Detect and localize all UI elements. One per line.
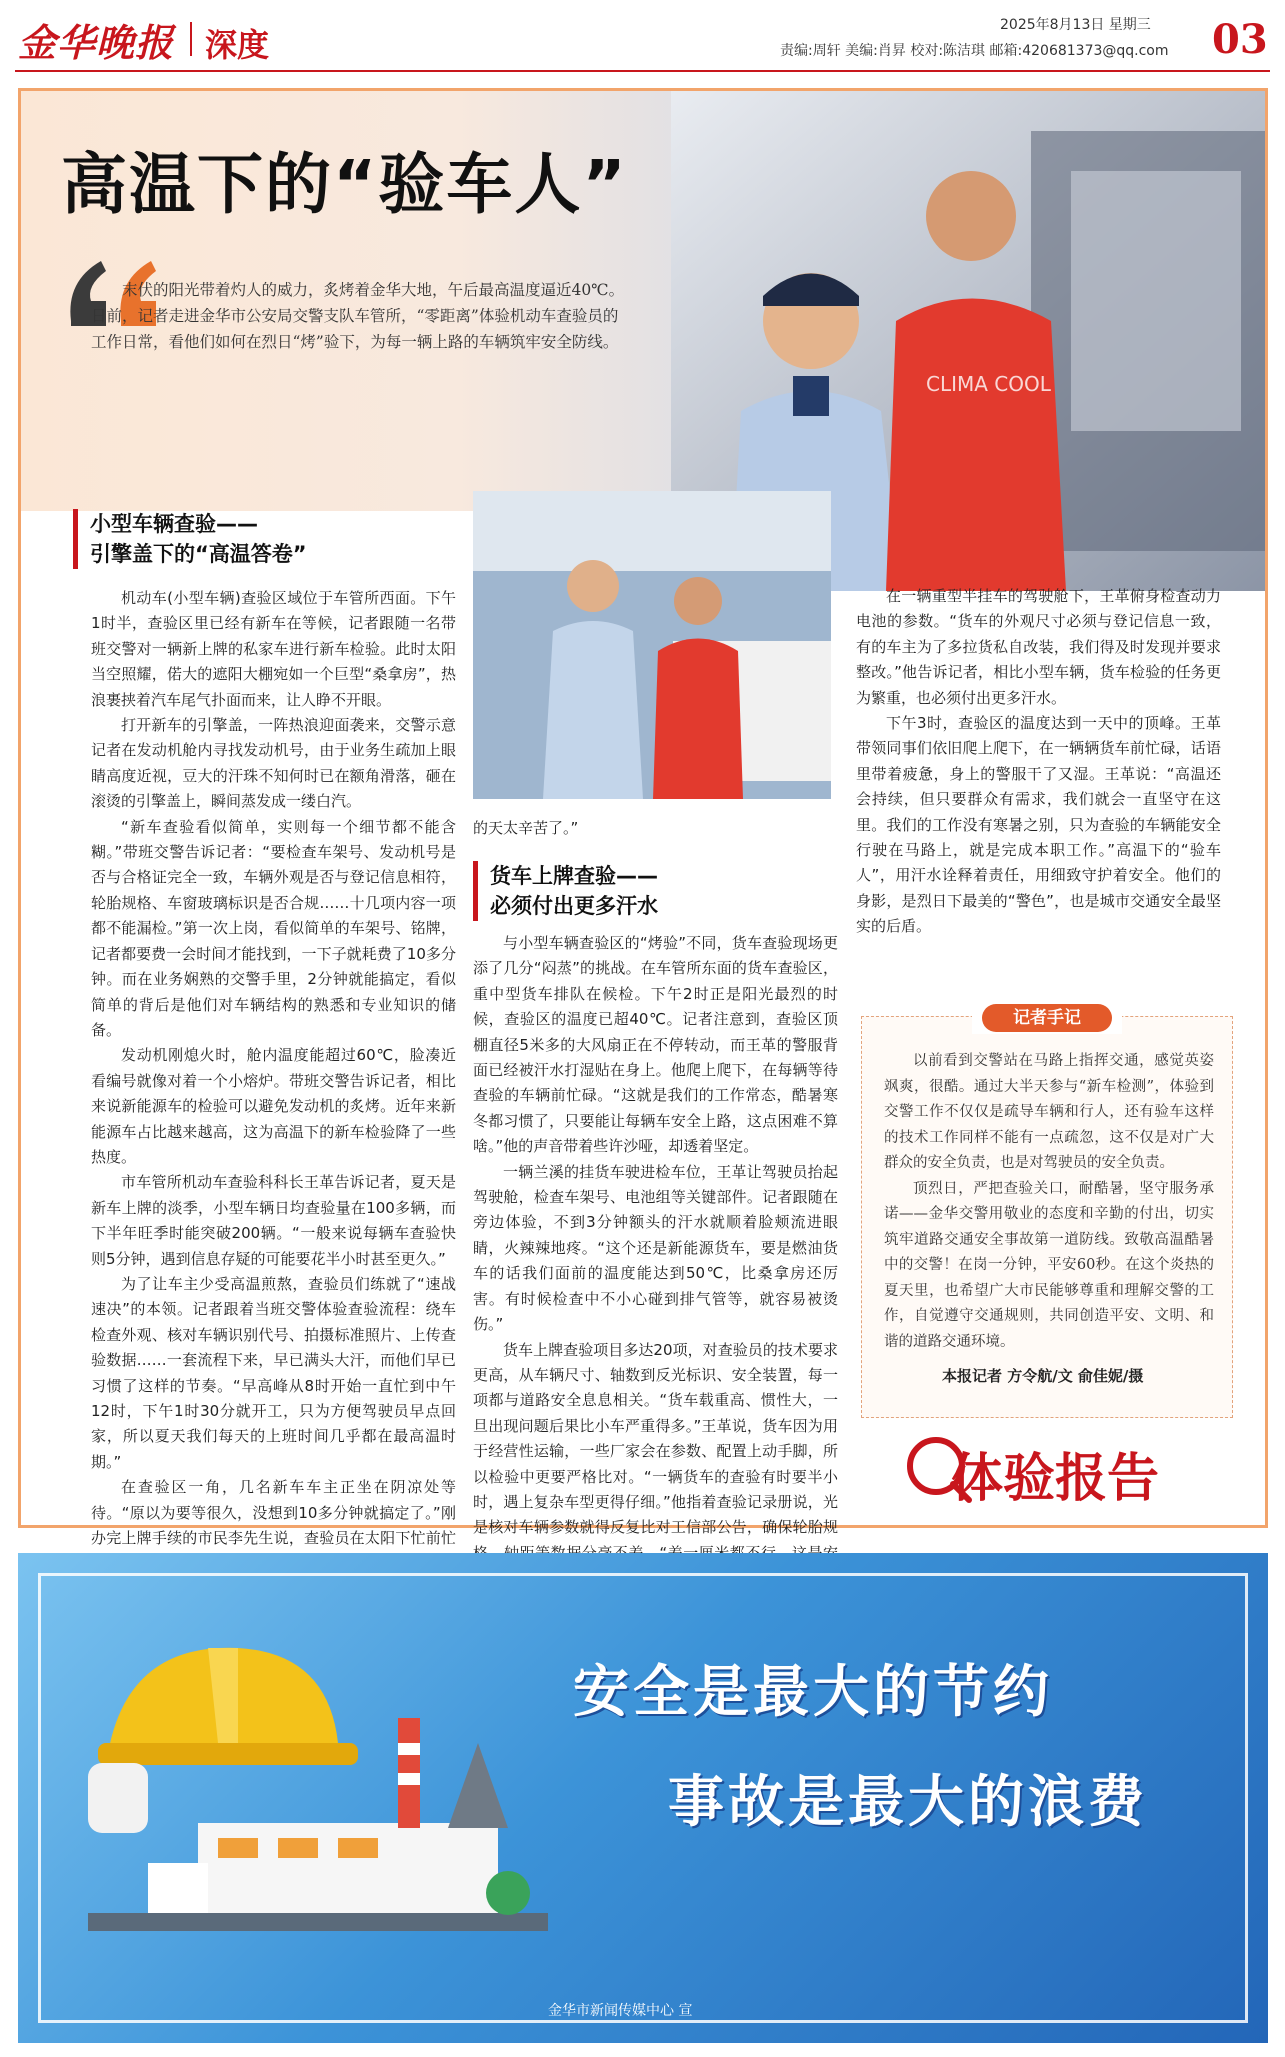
paragraph: 的天太辛苦了。” bbox=[473, 819, 579, 837]
article-column-3 bbox=[856, 584, 1221, 940]
paragraph: 打开新车的引擎盖，一阵热浪迎面袭来，交警示意记者在发动机舱内寻找发动机号，由于业务生疏加上眼睛高度近视，豆大的汗珠不知何时已在额角滑落，砸在滚烫的引擎盖上，瞬间蒸发成一缕白汽。 bbox=[91, 716, 456, 811]
safety-banner bbox=[18, 1553, 1268, 2043]
masthead-divider bbox=[15, 70, 1270, 72]
byline: 本报记者 方令航/文 俞佳妮/摄 bbox=[942, 1367, 1144, 1385]
paragraph: 一辆兰溪的挂货车驶进检车位，王革让驾驶员抬起驾驶舱，检查车架号、电池组等关键部件。记者跟随在旁边体验，不到3分钟额头的汗水就顺着脸颊流进眼睛，火辣辣地疼。“这个还是新能源货车，要是燃油货车的话我们面前的温度能达到50℃，比桑拿房还厉害。有时候检查中不小心碰到排气管等，就容易被烫伤。” bbox=[473, 1162, 838, 1334]
article-column-1 bbox=[91, 586, 456, 1577]
slogan-line-1: 安全是最大的节约 bbox=[573, 1660, 1053, 1725]
paragraph: 与小型车辆查验区的“烤验”不同，货车查验现场更添了几分“闷蒸”的挑战。在车管所东面的货车查验区，重中型货车排队在候检。下午2时正是阳光最烈的时候，查验区的温度已超40℃。记者注意到，查验区顶棚直径5米多的大风扇正在不停转动，而王革的警服背面已经被汗水打湿贴在身上。他爬上爬下，在每辆等待查验的车辆前忙碌。“这就是我们的工作常态，酷暑寒冬都习惯了，只要能让每辆车安全上路，这点困难不算啥。”他的声音带着些许沙哑，却透着坚定。 bbox=[473, 934, 838, 1156]
paragraph: 以前看到交警站在马路上指挥交通，感觉英姿飒爽，很酷。通过大半天参与“新车检测”，体验到交警工作不仅仅是疏导车辆和行人，还有验车这样的技术工作同样不能有一点疏忽，这不仅是对广大群众的安全负责，也是对驾驶员的安全负责。 bbox=[884, 1053, 1214, 1171]
section1-heading bbox=[73, 509, 470, 569]
paragraph: 发动机刚熄火时，舱内温度能超过60℃，脸凑近看编号就像对着一个小熔炉。带班交警告诉记者，相比来说新能源车的检验可以避免发动机的炙烤。近年来新能源车占比越来越高，这为高温下的新车检验降了一些热度。 bbox=[91, 1046, 456, 1166]
section1-heading-line1: 小型车辆查验—— bbox=[90, 512, 258, 536]
paragraph: 下午3时，查验区的温度达到一天中的顶峰。王革带领同事们依旧爬上爬下，在一辆辆货车前忙碌，话语里带着疲惫，身上的警服干了又湿。王革说：“高温还会持续，但只要群众有需求，我们就会一直坚守在这里。我们的工作没有寒暑之别，只为查验的车辆能安全行驶在马路上，就是完成本职工作。”高温下的“验车人”，用汗水诠释着责任，用细致守护着安全。他们的身影，是烈日下最美的“警色”，也是城市交通安全最坚实的后盾。 bbox=[856, 714, 1221, 936]
paragraph: 机动车(小型车辆)查验区域位于车管所西面。下午1时半，查验区里已经有新车在等候，记者跟随一名带班交警对一辆新上牌的私家车进行新车检验。此时太阳当空照耀，偌大的遮阳大棚宛如一个巨型“桑拿房”，热浪裹挟着汽车尾气扑面而来，让人睁不开眼。 bbox=[91, 589, 456, 709]
paragraph: 在查验区一角，几名新车车主正坐在阴凉处等待。“原以为要等很久，没想到10多分钟就搞定了。”刚办完上牌手续的市民李先生说，查验员在太阳下忙前忙 bbox=[91, 1478, 456, 1548]
column-2-carryover bbox=[473, 816, 838, 841]
paragraph: 为了让车主少受高温煎熬，查验员们练就了“速战速决”的本领。记者跟着当班交警体验查验流程：绕车检查外观、核对车辆识别代号、拍摄标准照片、上传查验数据……一套流程下来，早已满头大汗，而他们早已习惯了这样的节奏。“早高峰从8时开始一直忙到中午12时，下午1时30分就开工，只为方便驾驶员早点回家，所以夏天我们每天的上班时间几乎都在最高温时期。” bbox=[91, 1274, 456, 1471]
logo-separator bbox=[190, 22, 192, 56]
banner-credit: 金华市新闻传媒中心 宣 bbox=[548, 2003, 693, 2019]
section2-heading bbox=[473, 861, 855, 921]
article-column-2 bbox=[473, 931, 838, 1592]
paragraph: 货车上牌查验项目多达20项，对查验员的技术要求更高，从车辆尺寸、轴数到反光标识、安全装置，每一项都与道路安全息息相关。“货车载重高、惯性大，一旦出现问题后果比小车严重得多。”王革说，货车因为用于经营性运输，一些厂家会在参数、配置上动手脚，所以检验中更要严格比对。“一辆货车的查验有时要半小时，遇上复杂车型更得仔细。”他指着查验记录册说，光是核对车辆参数就得反复比对工信部公告，确保轮胎规 bbox=[473, 1340, 838, 1537]
section1-heading-line2: 引擎盖下的“高温答卷” bbox=[90, 542, 307, 566]
page-number: 03 bbox=[1212, 16, 1268, 63]
issue-date: 2025年8月13日 星期三 bbox=[1000, 17, 1151, 33]
paragraph: “新车查验看似简单，实则每一个细节都不能含糊。”带班交警告诉记者：“要检查车架号、发动机号是否与合格证完全一致，车辆外观是否与登记信息相符，轮胎规格、车窗玻璃标识是否合规……十几项内容一项都不能漏检。”第一次上岗，看似简单的车架号、铭牌，记者都要费一会时间才能找到，一下子就耗费了10多分钟。而在业务娴熟的交警手里，2分钟就能搞定，看似简单的背后是他们对车辆结构的熟悉和专业知识的储备。 bbox=[91, 817, 456, 1039]
inspection-photo bbox=[473, 491, 831, 799]
paragraph: 顶烈日，严把查验关口，耐酷暑，坚守服务承诺——金华交警用敬业的态度和辛勤的付出，切实筑牢道路交通安全事故第一道防线。致敬高温酷暑中的交警！在岗一分钟，平安60秒。在这个炎热的夏天里，也希望广大市民能够尊重和理解交警的工作，自觉遵守交通规则，共同创造平安、文明、和谐的道路交通环境。 bbox=[884, 1180, 1214, 1350]
section-name: 深度 bbox=[205, 26, 270, 64]
headline: 高温下的“验车人” bbox=[61, 146, 628, 223]
note-title: 记者手记 bbox=[982, 1004, 1112, 1032]
column-logo-text: 体验报告 bbox=[951, 1448, 1160, 1509]
svg-text:CLIMA COOL: CLIMA COOL bbox=[926, 372, 1051, 396]
note-text bbox=[884, 1049, 1214, 1355]
paragraph: 市车管所机动车查验科科长王革告诉记者，夏天是新车上牌的淡季，小型车辆日均查验量在100多辆，而下半年旺季时能突破200辆。“一般来说每辆车查验快则5分钟，遇到信息存疑的可能要花半小时甚至更久。” bbox=[91, 1173, 456, 1268]
slogan-line-2: 事故是最大的浪费 bbox=[668, 1770, 1148, 1835]
newspaper-logo: 金华晚报 bbox=[18, 20, 175, 65]
editor-credits: 责编:周轩 美编:肖昇 校对:陈洁琪 邮箱:420681373@qq.com bbox=[780, 43, 1169, 59]
section2-heading-line2: 必须付出更多汗水 bbox=[490, 894, 658, 918]
paragraph: 在一辆重型半挂车的驾驶舱下，王革俯身检查动力电池的参数。“货车的外观尺寸必须与登记信息一致，有的车主为了多拉货私自改装，我们得及时发现并要求整改。”他告诉记者，相比小型车辆，货车检验的任务更为繁重，也必须付出更多汗水。 bbox=[856, 587, 1221, 707]
feature-article-frame bbox=[18, 88, 1268, 1548]
lead-paragraph: 末伏的阳光带着灼人的威力，炙烤着金华大地，午后最高温度逼近40℃。日前，记者走进金华市公安局交警支队车管所，“零距离”体验机动车查验员的工作日常，看他们如何在烈日“烤”验下，为每一辆上路的车辆筑牢安全防线。 bbox=[91, 281, 625, 351]
helmet-factory-illustration bbox=[88, 1623, 548, 1953]
masthead bbox=[0, 0, 1285, 70]
reporter-note-box bbox=[861, 1008, 1233, 1418]
section2-heading-line1: 货车上牌查验—— bbox=[490, 864, 658, 888]
